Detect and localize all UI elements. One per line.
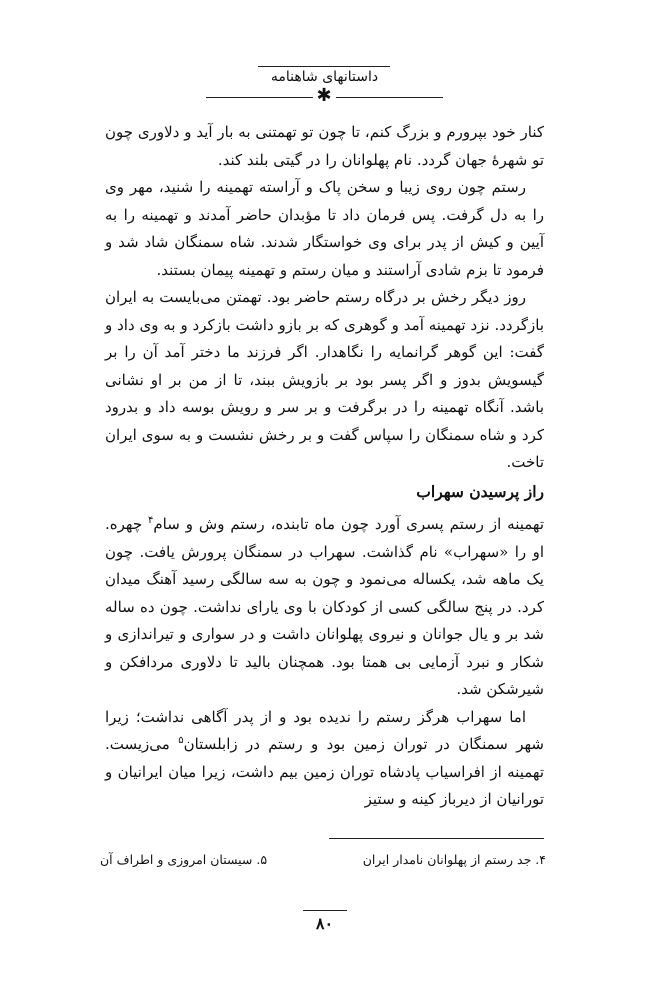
section-paragraph-1-start: تهمینه از رستم پسری آورد چون ماه تابنده، رستم وش و سام: [153, 515, 545, 533]
footnote-4: ۴. جد رستم از پهلوانان نامدار ایران: [362, 852, 546, 867]
section-paragraph-1: [105, 511, 544, 704]
footnote-rule: [329, 838, 544, 839]
footnote-ref-5: ۵: [178, 735, 184, 746]
footnote-ref-4: ۴: [148, 515, 154, 526]
body-text-top: [105, 119, 544, 477]
section-paragraph-1-end: چهره. او را «سهراب» نام گذاشت. سهراب در سمنگان پرورش یافت. چون یک ماهه شد، یکساله می‌نمود و چون به سه سالگی رسید آهنگ میدان کرد. در پنج سالگی کسی از کودکان با وی یارای نداشت. چون ده ساله شد بر و یال جوانان و نیروی پهلوانان داشت و در سواری و تیراندازی و شکار و نبرد آزمایی بی همتا بود. همچنان بالید تا دلاوری مردافکن و شیرشکن شد.: [105, 515, 544, 698]
running-header: [0, 50, 649, 106]
header-rule-right: [336, 97, 443, 98]
paragraph-3: روز دیگر رخش بر درگاه رستم حاضر بود. تهمتن می‌بایست به ایران بازگردد. نزد تهمینه آمد و گوهری که بر بازو داشت بازکرد و به وی داد و گفت: این گوهر گرانمایه را نگاهدار. اگر فرزند ما دختر آمد آن را بر گیسویش بدوز و اگر پسر بود بر بازویش ببند، تا از من بر او نشانی باشد. آنگاه تهمینه را در برگرفت و بر سر و رویش بوسه داد و بدرود کرد و شاه سمنگان را سپاس گفت و بر رخش نشست و به سوی ایران تاخت.: [105, 288, 544, 471]
asterisk-ornament-icon: ✱: [316, 85, 332, 106]
footnote-5: ۵. سیستان امروزی و اطراف آن: [100, 852, 268, 867]
header-top-rule: [258, 66, 390, 67]
section-title: راز پرسیدن سهراب: [416, 482, 544, 501]
section-paragraph-2: [105, 704, 544, 814]
page-number: ۸۰: [315, 914, 334, 933]
section-paragraph-2-start: اما سهراب هرگز رستم را ندیده بود و از پدر آگاهی نداشت؛ زیرا شهر سمنگان در توران زمین بود و رستم در زابلستان: [105, 707, 544, 753]
footnotes: [92, 852, 554, 872]
header-rule-left: [206, 97, 313, 98]
paragraph-2: رستم چون روی زیبا و سخن پاک و آراسته تهمینه را شنید، مهر وی را به دل گرفت. پس فرمان داد تا مؤبدان حاضر آمدند و تهمینه را به آیین و کیش از پدر برای وی خواستگار شدند. شاه سمنگان شاد شد و فرمود تا بزم شادی آراستند و میان رستم و تهمینه پیمان بستند.: [105, 178, 544, 279]
header-title: داستانهای شاهنامه: [270, 69, 379, 85]
body-text-section: [105, 511, 544, 814]
paragraph-1: کنار خود بپرورم و بزرگ کنم، تا چون تو تهمتنی به بار آید و دلاوری چون تو شهرهٔ جهان گردد. نام پهلوانان را در گیتی بلند کند.: [105, 123, 544, 169]
page-number-rule: [303, 910, 347, 911]
section-paragraph-2-end: می‌زیست. تهمینه از افراسیاب پادشاه توران زمین بیم داشت، زیرا میان ایرانیان و تورانیان از دیرباز کینه و ستیز: [105, 735, 544, 808]
